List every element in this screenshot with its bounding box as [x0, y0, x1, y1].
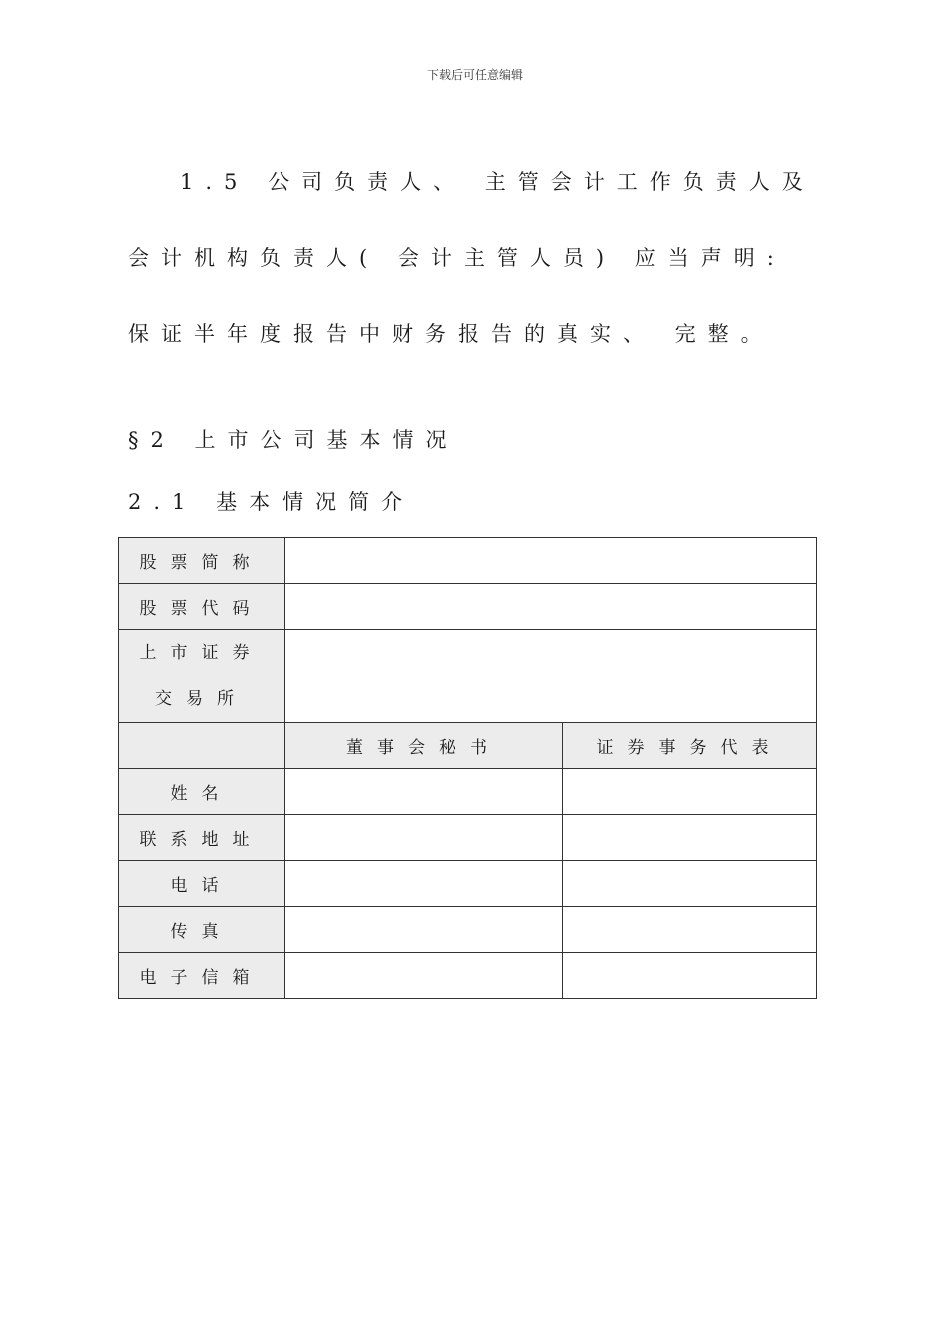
rep-name-cell[interactable] [563, 769, 817, 815]
rep-address-cell[interactable] [563, 815, 817, 861]
table-row [119, 907, 817, 953]
table-row [119, 861, 817, 907]
basic-info-table [118, 537, 817, 999]
exchange-label-line-1: 上市证券 [139, 643, 264, 663]
stock-code-label: 股票代码 [119, 584, 285, 630]
secretary-name-cell[interactable] [285, 769, 563, 815]
rep-phone-cell[interactable] [563, 861, 817, 907]
stock-abbr-label: 股票简称 [119, 538, 285, 584]
paragraph-line-1: 1.5 公司负责人、 主管会计工作负责人及 [180, 170, 815, 194]
subsection-title: 2.1 基本情况简介 [128, 490, 415, 514]
header-empty-cell [119, 723, 285, 769]
secretary-fax-cell[interactable] [285, 907, 563, 953]
table-row [119, 630, 817, 723]
paragraph-line-3: 保证半年度报告中财务报告的真实、 完整。 [128, 322, 774, 346]
table-row [119, 769, 817, 815]
stock-code-value-cell[interactable] [285, 584, 817, 630]
secretary-address-cell[interactable] [285, 815, 563, 861]
rep-email-cell[interactable] [563, 953, 817, 999]
row-label-email: 电子信箱 [119, 953, 285, 999]
exchange-value-cell[interactable] [285, 630, 817, 723]
stock-abbr-value-cell[interactable] [285, 538, 817, 584]
exchange-label [119, 630, 285, 723]
table-row [119, 953, 817, 999]
col-header-secretary: 董事会秘书 [285, 723, 563, 769]
table-row [119, 723, 817, 769]
col-header-rep: 证券事务代表 [563, 723, 817, 769]
section-title: §2 上市公司基本情况 [128, 428, 459, 452]
table-row [119, 584, 817, 630]
secretary-phone-cell[interactable] [285, 861, 563, 907]
table-row [119, 538, 817, 584]
row-label-name: 姓名 [119, 769, 285, 815]
row-label-address: 联系地址 [119, 815, 285, 861]
rep-fax-cell[interactable] [563, 907, 817, 953]
row-label-fax: 传真 [119, 907, 285, 953]
secretary-email-cell[interactable] [285, 953, 563, 999]
table-row [119, 815, 817, 861]
paragraph-line-2: 会计机构负责人( 会计主管人员) 应当声明: [128, 246, 786, 270]
header-note: 下载后可任意编辑 [426, 68, 523, 82]
row-label-phone: 电话 [119, 861, 285, 907]
exchange-label-line-2: 交易所 [155, 689, 248, 709]
